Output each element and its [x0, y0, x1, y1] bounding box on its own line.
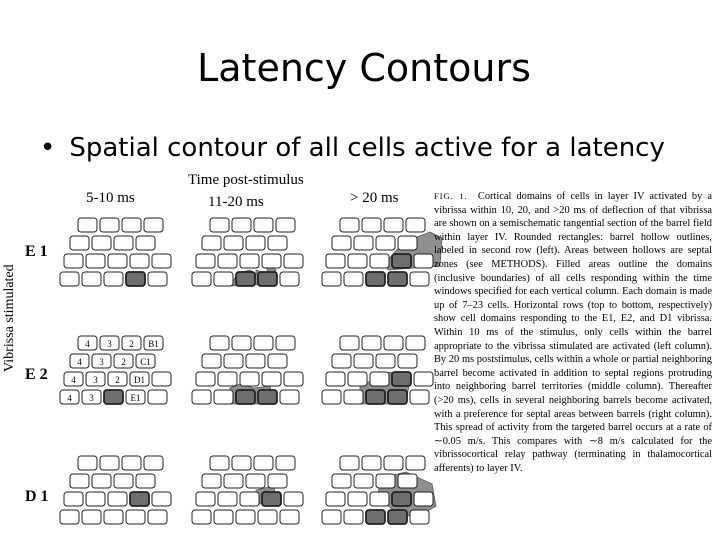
barrel	[322, 272, 341, 286]
barrel	[406, 218, 425, 232]
barrel	[280, 272, 299, 286]
barrel	[122, 456, 141, 470]
barrel	[376, 354, 395, 368]
active-barrel	[388, 272, 407, 286]
barrel	[370, 372, 389, 386]
barrel	[64, 254, 83, 268]
barrel	[276, 456, 295, 470]
barrel	[410, 510, 429, 524]
barrel	[326, 492, 345, 506]
barrel	[122, 218, 141, 232]
barrel	[64, 492, 83, 506]
barrel-label: 3	[89, 393, 94, 403]
barrel	[348, 492, 367, 506]
barrel	[398, 354, 417, 368]
barrel	[236, 510, 255, 524]
barrel	[340, 218, 359, 232]
barrel	[384, 218, 403, 232]
barrel	[340, 336, 359, 350]
barrel	[224, 474, 243, 488]
barrel	[144, 456, 163, 470]
barrel	[354, 236, 373, 250]
barrel-panels	[60, 218, 442, 524]
barrel	[70, 474, 89, 488]
barrel	[192, 390, 211, 404]
barrel	[60, 272, 79, 286]
barrel	[344, 272, 363, 286]
barrel	[92, 236, 111, 250]
barrel	[262, 254, 281, 268]
barrel	[218, 254, 237, 268]
barrel	[218, 372, 237, 386]
bullet-text: Spatial contour of all cells active for a latency	[69, 133, 665, 163]
barrel	[136, 474, 155, 488]
barrel	[254, 456, 273, 470]
time-post-stimulus-label: Time post-stimulus	[188, 172, 304, 188]
barrel	[192, 510, 211, 524]
barrel	[114, 236, 133, 250]
vibrissa-axis-label: Vibrissa stimulated	[2, 264, 17, 372]
row-label-e2: E 2	[25, 366, 48, 383]
active-barrel	[258, 390, 277, 404]
barrel	[332, 354, 351, 368]
barrel-label: 4	[67, 393, 72, 403]
barrel	[332, 474, 351, 488]
barrel-label: C1	[140, 357, 151, 367]
barrel	[246, 354, 265, 368]
barrel	[78, 218, 97, 232]
barrel	[196, 372, 215, 386]
barrel	[240, 254, 259, 268]
barrel-label: 3	[93, 375, 98, 385]
barrel	[126, 510, 145, 524]
barrel	[152, 492, 171, 506]
barrel	[332, 236, 351, 250]
barrel	[210, 218, 229, 232]
barrel	[60, 510, 79, 524]
barrel	[376, 236, 395, 250]
barrel	[148, 272, 167, 286]
barrel	[224, 354, 243, 368]
caption-text: Cortical domains of cells in layer IV activated by a vibrissa within 10, 20, and >20 ms of deflection of that vibrissa are shown on a semischematic tangential section of the barrel field within layer IV. Rounded rectangles: barrel hollow outlines, labeled in second row (left). Areas between hollows are septal zones (see METHODS). Filled areas outline the domains (inclusive boundaries) of all cells responding within the time windows specified for each vertical column. Each domain is made up of 7–23 cells. Horizontal rows (top to bottom, respectively) show cell domains responding to the E1, E2, and D1 vibrissa. Within 10 ms of the stimulus, only cells within the barrel appropriate to the vibrissa stimulated are activated (left column). By 20 ms poststimulus, cells within a whole or partial neighboring barrel become activated in addition to septal regions protruding into neighboring barrel territories (middle column). Thereafter (>20 ms), cells in several neighboring barrels become activated, with a preference for septal areas between barrels (right column). This spread of activity from the targeted barrel occurs at a rate of ∼0.05 m/s. This compares with ∼8 m/s calculated for the vibrissocortical relay pathway (terminating in thalamocortical afferents) to layer IV.	[434, 191, 712, 474]
barrel	[414, 492, 433, 506]
barrel	[210, 336, 229, 350]
barrel	[410, 390, 429, 404]
barrel	[196, 492, 215, 506]
barrel	[82, 272, 101, 286]
barrel	[224, 236, 243, 250]
barrel-label: 2	[121, 357, 126, 367]
figure-caption	[434, 190, 712, 475]
barrel	[232, 218, 251, 232]
barrel	[240, 492, 259, 506]
barrel	[254, 218, 273, 232]
barrel	[280, 390, 299, 404]
active-barrel	[392, 254, 411, 268]
barrel	[246, 236, 265, 250]
barrel	[144, 218, 163, 232]
barrel	[202, 474, 221, 488]
barrel-label: E1	[130, 393, 141, 403]
barrel	[240, 372, 259, 386]
barrel	[348, 254, 367, 268]
barrel-label: 2	[129, 339, 134, 349]
barrel	[210, 456, 229, 470]
barrel	[78, 456, 97, 470]
barrel	[218, 492, 237, 506]
barrel	[92, 474, 111, 488]
barrel-label: 3	[99, 357, 104, 367]
barrel	[284, 254, 303, 268]
active-barrel	[236, 390, 255, 404]
active-barrel	[126, 272, 145, 286]
barrel	[344, 510, 363, 524]
barrel	[108, 254, 127, 268]
slide-title: Latency Contours	[197, 46, 531, 90]
barrel	[326, 372, 345, 386]
barrel	[362, 218, 381, 232]
active-barrel	[366, 272, 385, 286]
barrel-label: 4	[85, 339, 90, 349]
active-barrel	[392, 372, 411, 386]
barrel	[70, 236, 89, 250]
barrel	[148, 390, 167, 404]
barrel	[370, 254, 389, 268]
barrel	[104, 510, 123, 524]
barrel	[114, 474, 133, 488]
active-barrel	[388, 510, 407, 524]
barrel	[246, 474, 265, 488]
barrel	[398, 474, 417, 488]
barrel	[262, 372, 281, 386]
barrel	[108, 492, 127, 506]
active-barrel	[366, 510, 385, 524]
active-barrel	[104, 390, 123, 404]
col-label-3: > 20 ms	[350, 190, 399, 206]
active-barrel	[262, 492, 281, 506]
barrel	[384, 456, 403, 470]
barrel	[398, 236, 417, 250]
barrel	[322, 510, 341, 524]
barrel	[214, 390, 233, 404]
barrel	[276, 336, 295, 350]
barrel	[280, 510, 299, 524]
barrel	[406, 336, 425, 350]
active-barrel	[130, 492, 149, 506]
active-barrel	[258, 272, 277, 286]
active-barrel	[392, 492, 411, 506]
barrel	[340, 456, 359, 470]
barrel	[136, 236, 155, 250]
barrel	[148, 510, 167, 524]
barrel	[376, 474, 395, 488]
barrel	[86, 254, 105, 268]
barrel	[414, 372, 433, 386]
row-label-d1: D 1	[25, 488, 49, 505]
bullet-dot-icon: •	[40, 133, 56, 163]
barrel	[232, 456, 251, 470]
barrel	[100, 218, 119, 232]
barrel	[214, 272, 233, 286]
barrel	[384, 336, 403, 350]
barrel	[214, 510, 233, 524]
barrel-label: 3	[107, 339, 112, 349]
barrel-label: 2	[115, 375, 120, 385]
barrel	[362, 336, 381, 350]
active-barrel	[236, 272, 255, 286]
barrel-label: 4	[77, 357, 82, 367]
barrel	[414, 254, 433, 268]
barrel	[254, 336, 273, 350]
barrel	[86, 492, 105, 506]
col-label-1: 5-10 ms	[86, 190, 135, 206]
barrel	[322, 390, 341, 404]
barrel	[276, 218, 295, 232]
barrel	[268, 354, 287, 368]
barrel-label: D1	[134, 375, 145, 385]
barrel	[82, 510, 101, 524]
caption-figno: FIG. 1.	[434, 191, 468, 201]
barrel	[268, 236, 287, 250]
barrel	[326, 254, 345, 268]
barrel	[406, 456, 425, 470]
active-barrel	[366, 390, 385, 404]
barrel	[354, 354, 373, 368]
barrel	[344, 390, 363, 404]
barrel	[152, 254, 171, 268]
barrel	[130, 254, 149, 268]
barrel	[410, 272, 429, 286]
barrel	[354, 474, 373, 488]
barrel	[152, 372, 171, 386]
barrel	[196, 254, 215, 268]
barrel	[284, 372, 303, 386]
barrel	[202, 354, 221, 368]
col-label-2: 11-20 ms	[208, 194, 264, 210]
active-barrel	[388, 390, 407, 404]
barrel-label: 4	[71, 375, 76, 385]
barrel	[268, 474, 287, 488]
barrel	[192, 272, 211, 286]
barrel	[258, 510, 277, 524]
barrel	[104, 272, 123, 286]
barrel	[232, 336, 251, 350]
barrel	[284, 492, 303, 506]
barrel	[348, 372, 367, 386]
barrel	[100, 456, 119, 470]
barrel-label: B1	[148, 339, 159, 349]
row-label-e1: E 1	[25, 243, 48, 260]
barrel	[202, 236, 221, 250]
barrel	[370, 492, 389, 506]
barrel	[362, 456, 381, 470]
